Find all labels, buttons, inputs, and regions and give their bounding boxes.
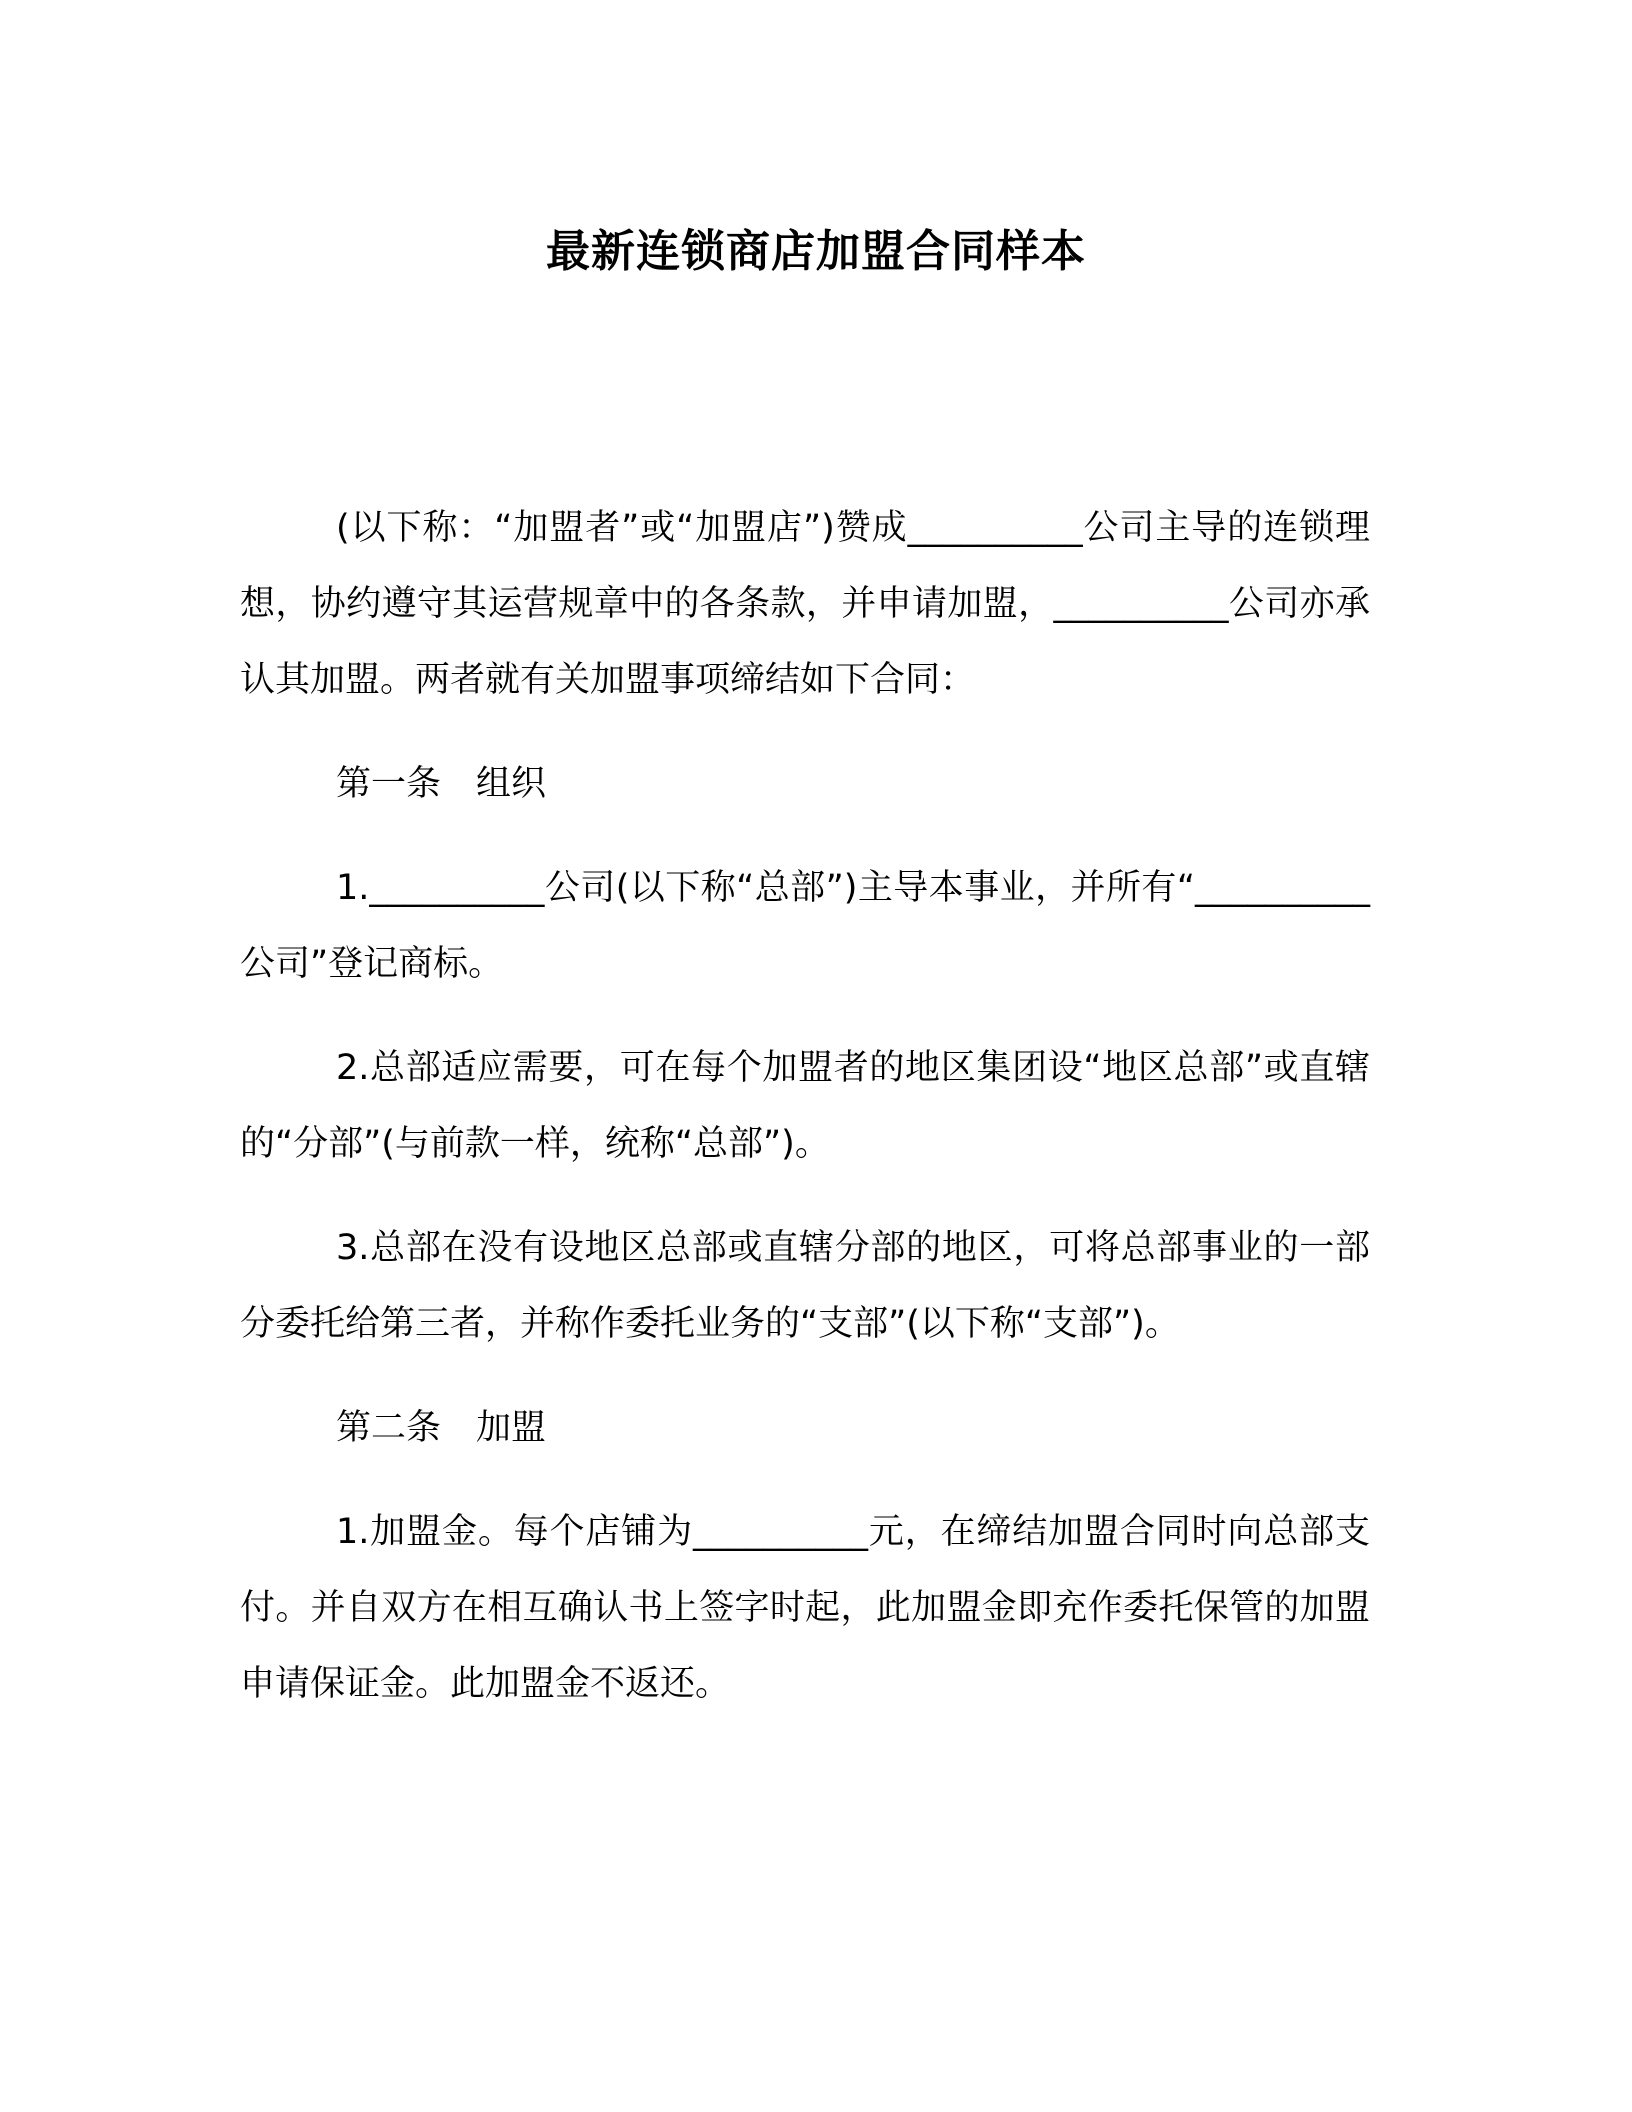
article-2-item-1: 1.加盟金。每个店铺为__________元，在缔结加盟合同时向总部支付。并自双方在相互确认书上签字时起，此加盟金即充作委托保管的加盟申请保证金。此加盟金不返还。 <box>240 1512 1370 1704</box>
document-title: 最新连锁商店加盟合同样本 <box>546 226 1086 277</box>
article-1-item-2: 2.总部适应需要，可在每个加盟者的地区集团设“地区总部”或直辖的“分部”(与前款一样，统称“总部”)。 <box>240 1048 1370 1164</box>
article-1-item-3: 3.总部在没有设地区总部或直辖分部的地区，可将总部事业的一部分委托给第三者，并称作委托业务的“支部”(以下称“支部”)。 <box>240 1228 1370 1344</box>
article-1-item-1: 1.__________公司(以下称“总部”)主导本事业，并所有“__________公司”登记商标。 <box>240 868 1370 984</box>
intro-paragraph: (以下称：“加盟者”或“加盟店”)赞成__________公司主导的连锁理想，协约遵守其运营规章中的各条款，并申请加盟，__________公司亦承认其加盟。两者就有关加盟事项缔结如下合同： <box>240 508 1370 700</box>
document-body <box>240 490 1370 1750</box>
article-1-heading: 第一条 组织 <box>336 764 547 804</box>
article-2-heading: 第二条 加盟 <box>336 1408 547 1448</box>
